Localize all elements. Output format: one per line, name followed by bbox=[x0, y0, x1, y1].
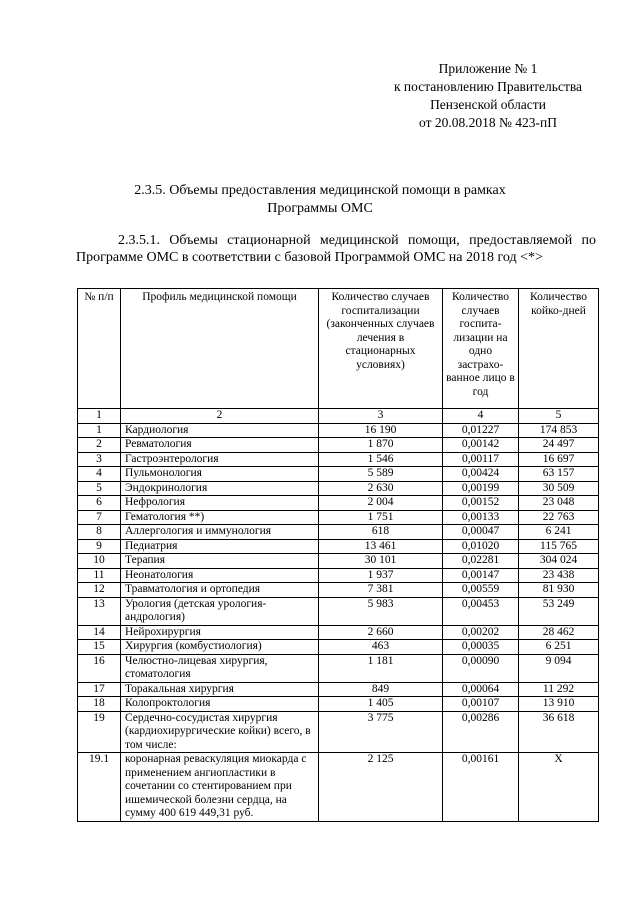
column-index: 2 bbox=[121, 409, 319, 424]
section-title-line2: Программы ОМС bbox=[267, 201, 373, 216]
row-profile: Нефрология bbox=[121, 496, 319, 511]
row-number: 14 bbox=[78, 625, 121, 640]
column-index: 1 bbox=[78, 409, 121, 424]
column-index: 3 bbox=[319, 409, 443, 424]
row-profile: Сердечно-сосудистая хирургия (кардиохирургические койки) всего, в том числе: bbox=[121, 711, 319, 753]
table-row bbox=[78, 467, 599, 482]
appendix-title: Приложение № 1 bbox=[438, 61, 538, 76]
row-profile: Колопроктология bbox=[121, 697, 319, 712]
table-row bbox=[78, 452, 599, 467]
header-profile: Профиль медицинской помощи bbox=[121, 289, 319, 409]
row-rate: 0,00152 bbox=[443, 496, 519, 511]
row-number: 2 bbox=[78, 438, 121, 453]
row-number: 8 bbox=[78, 525, 121, 540]
row-bed-days: 16 697 bbox=[519, 452, 599, 467]
header-hospitalizations: Количество случаев госпитализации (законченных случаев лечения в стационарных условиях) bbox=[319, 289, 443, 409]
row-hospitalizations: 849 bbox=[319, 682, 443, 697]
row-number: 1 bbox=[78, 423, 121, 438]
row-profile: Терапия bbox=[121, 554, 319, 569]
row-rate: 0,00133 bbox=[443, 510, 519, 525]
row-profile: Челюстно-лицевая хирургия, стоматология bbox=[121, 654, 319, 682]
row-profile: Эндокринология bbox=[121, 481, 319, 496]
table-row bbox=[78, 654, 599, 682]
row-number: 4 bbox=[78, 467, 121, 482]
row-number: 7 bbox=[78, 510, 121, 525]
row-number: 9 bbox=[78, 539, 121, 554]
table-row bbox=[78, 682, 599, 697]
table-row bbox=[78, 711, 599, 753]
row-number: 15 bbox=[78, 640, 121, 655]
row-profile: Травматология и ортопедия bbox=[121, 583, 319, 598]
row-bed-days: 11 292 bbox=[519, 682, 599, 697]
row-profile: Гастроэнтерология bbox=[121, 452, 319, 467]
row-rate: 0,00424 bbox=[443, 467, 519, 482]
row-hospitalizations: 1 546 bbox=[319, 452, 443, 467]
row-rate: 0,02281 bbox=[443, 554, 519, 569]
column-index: 4 bbox=[443, 409, 519, 424]
volumes-table bbox=[77, 288, 599, 822]
row-hospitalizations: 5 589 bbox=[319, 467, 443, 482]
row-number: 17 bbox=[78, 682, 121, 697]
row-number: 18 bbox=[78, 697, 121, 712]
section-intro: 2.3.5.1. Объемы стационарной медицинской помощи, предоставляемой по Программе ОМС в соответствии с базовой Программой ОМС на 2018 год <*> bbox=[76, 233, 596, 265]
table-row bbox=[78, 525, 599, 540]
table-row bbox=[78, 423, 599, 438]
row-hospitalizations: 3 775 bbox=[319, 711, 443, 753]
column-index-row bbox=[78, 409, 599, 424]
row-profile: Торакальная хирургия bbox=[121, 682, 319, 697]
row-bed-days: 53 249 bbox=[519, 597, 599, 625]
section-title-line1: 2.3.5. Объемы предоставления медицинской помощи в рамках bbox=[134, 183, 506, 198]
row-number: 13 bbox=[78, 597, 121, 625]
row-number: 19.1 bbox=[78, 753, 121, 822]
row-profile: Неонатология bbox=[121, 568, 319, 583]
row-number: 11 bbox=[78, 568, 121, 583]
row-number: 16 bbox=[78, 654, 121, 682]
table-row bbox=[78, 554, 599, 569]
row-bed-days: 63 157 bbox=[519, 467, 599, 482]
row-number: 3 bbox=[78, 452, 121, 467]
row-rate: 0,00161 bbox=[443, 753, 519, 822]
row-hospitalizations: 5 983 bbox=[319, 597, 443, 625]
row-rate: 0,00090 bbox=[443, 654, 519, 682]
row-bed-days: 23 048 bbox=[519, 496, 599, 511]
row-hospitalizations: 618 bbox=[319, 525, 443, 540]
header-bed-days: Количество койко-дней bbox=[519, 289, 599, 409]
row-number: 12 bbox=[78, 583, 121, 598]
table-row bbox=[78, 438, 599, 453]
row-profile: Пульмонология bbox=[121, 467, 319, 482]
table-header-row bbox=[78, 289, 599, 409]
row-number: 19 bbox=[78, 711, 121, 753]
row-bed-days: 9 094 bbox=[519, 654, 599, 682]
row-rate: 0,00286 bbox=[443, 711, 519, 753]
appendix-date: от 20.08.2018 № 423-пП bbox=[419, 115, 557, 130]
row-profile: Гематология **) bbox=[121, 510, 319, 525]
table-row bbox=[78, 496, 599, 511]
row-bed-days: 6 251 bbox=[519, 640, 599, 655]
header-num: № п/п bbox=[78, 289, 121, 409]
row-bed-days: 81 930 bbox=[519, 583, 599, 598]
table-row bbox=[78, 539, 599, 554]
header-per-person: Количество случаев госпита- лизации на одно застрахо- ванное лицо в год bbox=[443, 289, 519, 409]
table-row bbox=[78, 583, 599, 598]
row-bed-days: 22 763 bbox=[519, 510, 599, 525]
row-bed-days: 13 910 bbox=[519, 697, 599, 712]
row-hospitalizations: 13 461 bbox=[319, 539, 443, 554]
row-bed-days: 115 765 bbox=[519, 539, 599, 554]
table-row bbox=[78, 625, 599, 640]
row-bed-days: 24 497 bbox=[519, 438, 599, 453]
row-hospitalizations: 1 181 bbox=[319, 654, 443, 682]
row-rate: 0,00199 bbox=[443, 481, 519, 496]
appendix-header bbox=[368, 60, 608, 132]
row-bed-days: 6 241 bbox=[519, 525, 599, 540]
row-hospitalizations: 1 405 bbox=[319, 697, 443, 712]
table-row bbox=[78, 697, 599, 712]
row-hospitalizations: 1 751 bbox=[319, 510, 443, 525]
row-hospitalizations: 463 bbox=[319, 640, 443, 655]
row-profile: Урология (детская урология-андрология) bbox=[121, 597, 319, 625]
row-bed-days: 28 462 bbox=[519, 625, 599, 640]
section-title bbox=[90, 182, 550, 218]
table-row bbox=[78, 481, 599, 496]
table-row bbox=[78, 753, 599, 822]
row-rate: 0,00107 bbox=[443, 697, 519, 712]
row-hospitalizations: 30 101 bbox=[319, 554, 443, 569]
row-rate: 0,00202 bbox=[443, 625, 519, 640]
column-index: 5 bbox=[519, 409, 599, 424]
row-bed-days: 304 024 bbox=[519, 554, 599, 569]
row-profile: Нейрохирургия bbox=[121, 625, 319, 640]
row-rate: 0,00047 bbox=[443, 525, 519, 540]
row-bed-days: 23 438 bbox=[519, 568, 599, 583]
row-rate: 0,00064 bbox=[443, 682, 519, 697]
row-profile: Аллергология и иммунология bbox=[121, 525, 319, 540]
row-rate: 0,01020 bbox=[443, 539, 519, 554]
row-hospitalizations: 7 381 bbox=[319, 583, 443, 598]
row-profile: Педиатрия bbox=[121, 539, 319, 554]
row-hospitalizations: 1 870 bbox=[319, 438, 443, 453]
row-rate: 0,00142 bbox=[443, 438, 519, 453]
row-profile: Кардиология bbox=[121, 423, 319, 438]
row-hospitalizations: 2 125 bbox=[319, 753, 443, 822]
row-hospitalizations: 1 937 bbox=[319, 568, 443, 583]
row-bed-days: Х bbox=[519, 753, 599, 822]
row-bed-days: 174 853 bbox=[519, 423, 599, 438]
table-row bbox=[78, 568, 599, 583]
row-rate: 0,00035 bbox=[443, 640, 519, 655]
table-row bbox=[78, 597, 599, 625]
row-rate: 0,00117 bbox=[443, 452, 519, 467]
row-number: 10 bbox=[78, 554, 121, 569]
row-hospitalizations: 16 190 bbox=[319, 423, 443, 438]
row-rate: 0,00453 bbox=[443, 597, 519, 625]
appendix-region: Пензенской области bbox=[430, 97, 546, 112]
appendix-decree: к постановлению Правительства bbox=[393, 79, 583, 94]
row-profile: Ревматология bbox=[121, 438, 319, 453]
row-rate: 0,00559 bbox=[443, 583, 519, 598]
row-hospitalizations: 2 630 bbox=[319, 481, 443, 496]
table-row bbox=[78, 510, 599, 525]
table-row bbox=[78, 640, 599, 655]
row-bed-days: 30 509 bbox=[519, 481, 599, 496]
row-number: 5 bbox=[78, 481, 121, 496]
row-bed-days: 36 618 bbox=[519, 711, 599, 753]
row-hospitalizations: 2 004 bbox=[319, 496, 443, 511]
row-profile: Хирургия (комбустиология) bbox=[121, 640, 319, 655]
row-profile: коронарная реваскуляция миокарда с применением ангиопластики в сочетании со стентированием при ишемической болезни сердца, на сумму 400 619 449,31 руб. bbox=[121, 753, 319, 822]
row-rate: 0,00147 bbox=[443, 568, 519, 583]
row-rate: 0,01227 bbox=[443, 423, 519, 438]
row-number: 6 bbox=[78, 496, 121, 511]
row-hospitalizations: 2 660 bbox=[319, 625, 443, 640]
